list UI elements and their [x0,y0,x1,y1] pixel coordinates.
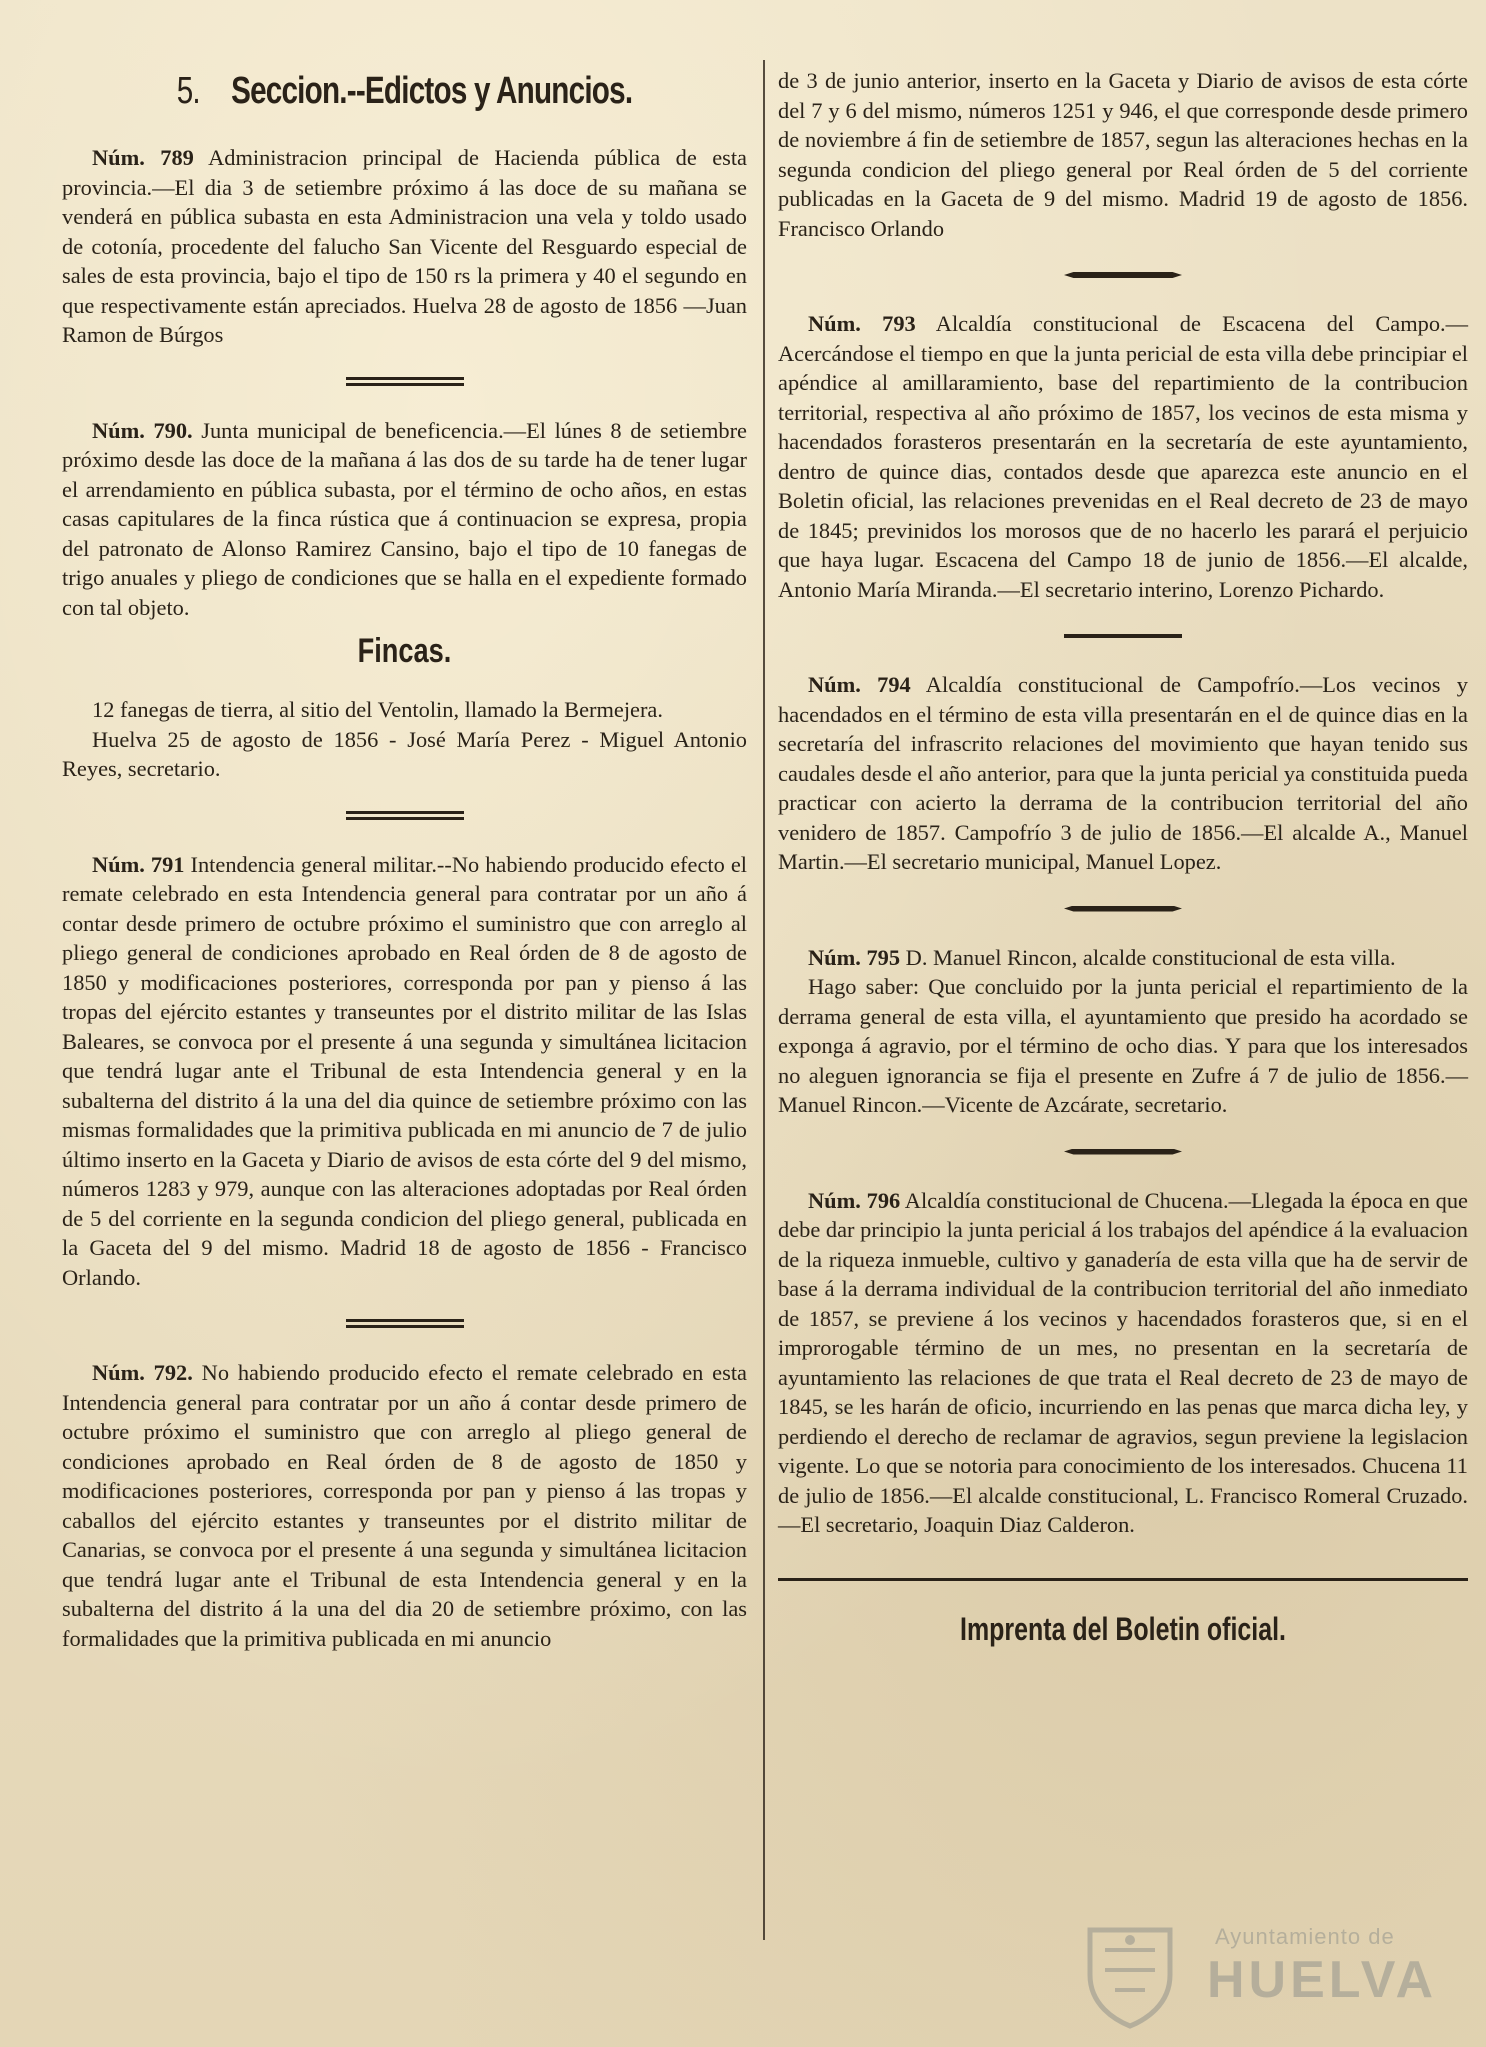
announcement-number: Núm. 789 [92,145,194,170]
announcement-791 [62,850,747,1293]
announcement-text: Administracion principal de Hacienda pública de esta provincia.—El dia 3 de setiembre próximo á las doce de su mañana se venderá en pública subasta en esta Administracion una vela y toldo usado de cotonía, procedente del falucho San Vicente del Resguardo especial de sales de esta provincia, bajo el tipo de 150 rs la primera y 40 el segundo en que respectivamente están apreciados. Huelva 28 de agosto de 1856 —Juan Ramon de Búrgos [62,145,747,347]
watermark-main-text: HUELVA [1207,1951,1438,2009]
separator-rule [1064,630,1182,642]
announcement-number: Núm. 790. [92,417,193,443]
fincas-line-2: Huelva 25 de agosto de 1856 - José María Perez - Miguel Antonio Reyes, secretario. [62,726,747,781]
announcement-792 [62,1358,747,1653]
announcement-number: Núm. 795 [808,944,901,970]
announcement-793 [778,309,1468,604]
announcement-text: Alcaldía constitucional de Chucena.—Llegada la época en que debe dar principio la junta pericial á los trabajos del apéndice á la evaluacion de la riqueza inmueble, cultivo y ganadería de esta villa que ha de servir de base á la derrama individual de la contribucion territorial del año inmediato de 1857, se previene á los vecinos y hacendados forasteros que, si en el improrogable término de un mes, no presentan en la secretaría de ayuntamiento las relaciones de que trata el Real decreto de 23 de mayo de 1845, se les harán de oficio, incurriendo en las penas que marca dicha ley, y perdiendo el derecho de reclamar de agravios, segun previene la legislacion vigente. Lo que se notoria para conocimiento de los interesados. Chucena 11 de julio de 1856.—El alcalde constitucional, L. Francisco Romeral Cruzado.—El secretario, Joaquin Diaz Calderon. [778,1187,1468,1537]
announcement-number: Núm. 791 [92,851,185,877]
announcement-number: Núm. 796 [808,1187,901,1213]
announcement-text: Alcaldía constitucional de Escacena del Campo.—Acercándose el tiempo en que la junta pericial de esta villa debe principiar el apéndice al amillaramiento, base del repartimiento de la contribucion territorial, respectiva al año próximo de 1857, los vecinos de esta misma y hacendados forasteros presentarán en la secretaría de este ayuntamiento, dentro de quince dias, contados desde que aparezca este anuncio en el Boletin oficial, las relaciones prevenidas en el Real decreto de 23 de mayo de 1845; previnidos los morosos que de no hacerlo les parará el perjuicio que haya lugar. Escacena del Campo 18 de junio de 1856.—El alcalde, Antonio María Miranda.—El secretario interino, Lorenzo Pichardo. [778,311,1468,602]
section-title [137,70,671,113]
announcement-text: No habiendo producido efecto el remate celebrado en esta Intendencia general para contratar por un año á contar desde primero de octubre próximo el suministro que con arreglo al pliego general de condiciones aprobado en Real órden de 8 de agosto de 1850 y modificaciones posteriores, corresponda por pan y pienso á las tropas y caballos del ejército estantes y transeuntes por el distrito militar de Canarias, se convoca por el presente á una segunda y simultánea licitacion que tendrá lugar ante el Tribunal de esta Intendencia general y en la subalterna del distrito á la una del dia 20 de setiembre próximo, con las formalidades que la primitiva publicada en mi anuncio [62,1360,747,1651]
separator-rule [346,376,464,388]
announcement-text: Junta municipal de beneficencia.—El lúnes 8 de setiembre próximo desde las doce de la mañana á las dos de su tarde ha de tener lugar el arrendamiento en pública subasta, por el término de ocho años, en estas casas capitulares de la finca rústica que á continuacion se expresa, propia del patronato de Alonso Ramirez Cansino, bajo el tipo de 10 fanegas de trigo anuales y pliego de condiciones que se halla en el expediente formado con tal objeto. [62,417,747,620]
announcement-790 [62,416,747,623]
imprint-footer: Imprenta del Boletin oficial. [960,1610,1286,1647]
announcement-796 [778,1186,1468,1540]
announcement-789 [62,143,747,350]
announcement-795-body: Hago saber: Que concluido por la junta pericial el repartimiento de la derrama general de esta villa, el ayuntamiento que presido ha acordado se exponga á agravio, por el término de ocho dias. Y para que los interesados no aleguen ignorancia se fija el presente en Zufre á 7 de julio de 1856.—Manuel Rincon.—Vicente de Azcárate, secretario. [778,974,1468,1117]
announcement-text: Intendencia general militar.--No habiendo producido efecto el remate celebrado en esta Intendencia general para contratar por un año á contar desde primero de octubre próximo el suministro que con arreglo al pliego general de condiciones aprobado en Real órden de 8 de agosto de 1850 y modificaciones posteriores, corresponda por pan y pienso á las tropas del ejército estantes y transeuntes por el distrito militar de las Islas Baleares, se convoca por el presente á una segunda y simultánea licitacion que tendrá lugar ante el Tribunal de esta Intendencia general y en la subalterna del distrito á la una del dia quince de setiembre próximo con las mismas formalidades que la primitiva publicada en mi anuncio de 7 de julio último inserto en la Gaceta y Diario de avisos de esta córte del 9 del mismo, números 1283 y 979, aunque con las alteraciones adoptadas por Real órden de 5 del corriente en la segunda condicion del pliego general, publicada en la Gaceta del 9 del mismo. Madrid 18 de agosto de 1856 - Francisco Orlando. [62,851,747,1290]
coat-of-arms-icon [1075,1920,1185,2030]
announcement-795 [778,943,1468,973]
section-title-text: Seccion.--Edictos y Anuncios. [231,70,633,112]
separator-rule [1064,269,1182,281]
announcement-794 [778,670,1468,877]
column-divider [763,60,765,1940]
archive-watermark [1075,1920,1438,2030]
watermark-top-text: Ayuntamiento de [1215,1924,1395,1949]
separator-rule [1064,1146,1182,1158]
announcement-text: D. Manuel Rincon, alcalde constitucional de esta villa. [900,944,1396,970]
announcement-number: Núm. 794 [808,672,911,697]
separator-rule [346,810,464,822]
right-column [778,66,1468,1648]
section-number: 5. [176,70,200,112]
announcement-text: Alcaldía constitucional de Campofrío.—Los vecinos y hacendados en el término de esta villa presentarán en el de quince dias en la secretaría del infrascrito relaciones del movimiento que hayan tenido sus caudales desde el año anterior, para que la junta pericial ya constituida pueda practicar con acierto la derrama de la contribucion territorial del año venidero de 1857. Campofrío 3 de julio de 1856.—El alcalde A., Manuel Martin.—El secretario municipal, Manuel Lopez. [778,672,1468,874]
fincas-line-1: 12 fanegas de tierra, al sitio del Ventolin, llamado la Bermejera. [92,697,663,722]
separator-rule [346,1318,464,1330]
fincas-heading: Fincas. [357,632,452,670]
separator-rule [1064,903,1182,915]
announcement-792-continuation: de 3 de junio anterior, inserto en la Gaceta y Diario de avisos de esta córte del 7 y 6 del mismo, números 1251 y 946, el que corresponde desde primero de noviembre á fin de setiembre de 1857, segun las alteraciones hechas en la segunda condicion del pliego general por Real órden de 5 del corriente publicadas en la Gaceta de 9 del mismo. Madrid 19 de agosto de 1856. Francisco Orlando [778,68,1468,241]
left-column [62,70,747,1653]
announcement-number: Núm. 793 [808,311,916,336]
closing-rule [778,1578,1468,1581]
announcement-number: Núm. 792. [92,1360,193,1385]
